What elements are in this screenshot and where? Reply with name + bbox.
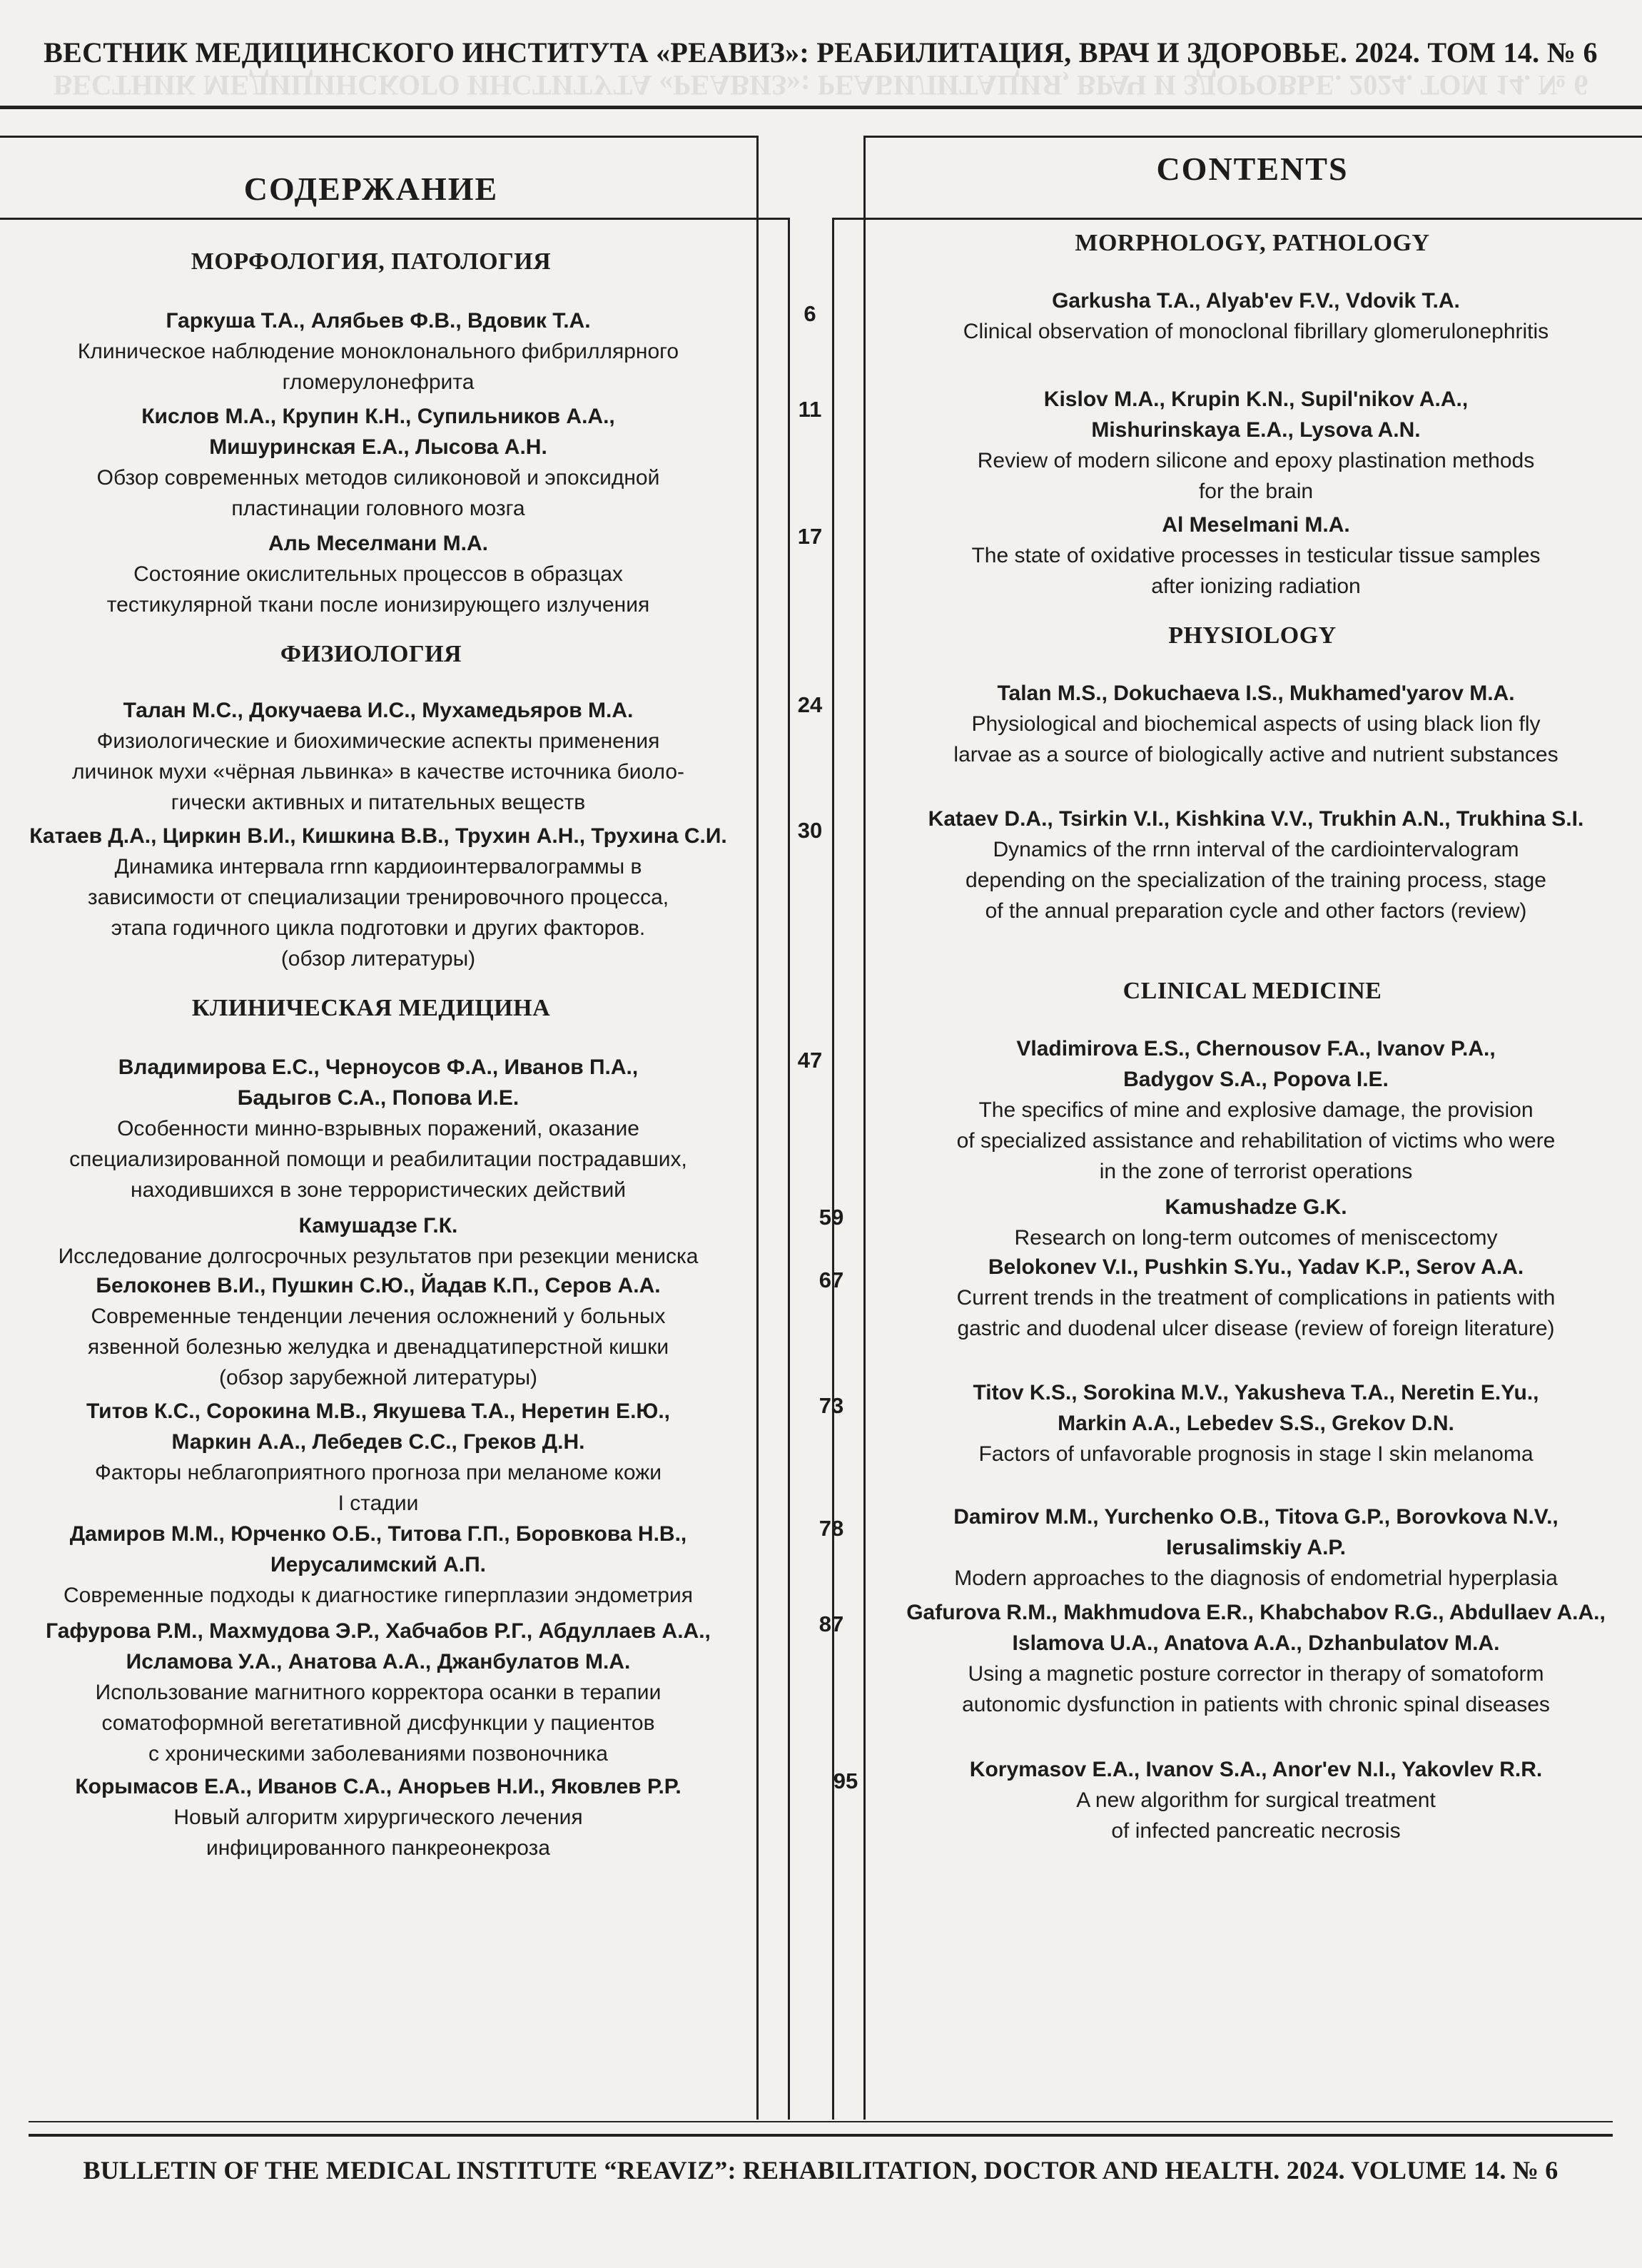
ru-entry-title: Исследование долгосрочных результатов при резекции мениска [58,1245,699,1268]
ru-entry-5[interactable] [7,821,749,974]
ru-entry-title: Клиническое наблюдение моноклонального фибриллярного [77,340,679,363]
ru-entry-1[interactable] [7,305,749,398]
ru-entry-title: личинок мухи «чёрная львинка» в качестве источника биоло- [71,760,684,784]
ru-entry-authors: Катаев Д.А., Циркин В.И., Кишкина В.В., Трухин А.Н., Трухина С.И. [29,824,727,848]
ru-entry-11[interactable] [7,1616,749,1769]
ru-entry-authors: Исламова У.А., Анатова А.А., Джанбулатов М.А. [126,1650,631,1674]
ru-entry-authors: Корымасов Е.А., Иванов С.А., Анорьев Н.И., Яковлев Р.Р. [75,1775,681,1798]
ru-entry-title: Современные тенденции лечения осложнений у больных [91,1305,666,1328]
en-entry-7[interactable] [874,1192,1638,1253]
ru-entry-title: специализированной помощи и реабилитации пострадавших, [69,1148,687,1171]
en-entry-authors: Mishurinskaya E.A., Lysova A.N. [1091,418,1421,442]
ru-section-morphology: МОРФОЛОГИЯ, ПАТОЛОГИЯ [191,248,552,275]
en-entry-authors: Korymasov E.A., Ivanov S.A., Anor'ev N.I., Yakovlev R.R. [969,1758,1543,1781]
en-entry-authors: Kamushadze G.K. [1165,1195,1347,1219]
ru-section-clinical: КЛИНИЧЕСКАЯ МЕДИЦИНА [191,995,551,1021]
page-number[interactable]: 47 [797,1048,823,1073]
en-entry-title: after ionizing radiation [1151,574,1361,598]
en-entry-title: gastric and duodenal ulcer disease (review of foreign literature) [957,1317,1555,1340]
header-rule [0,106,1642,109]
ru-entry-authors: Маркин А.А., Лебедев С.С., Греков Д.Н. [171,1430,585,1454]
ru-entry-8[interactable] [7,1270,749,1393]
en-entry-9[interactable] [874,1377,1638,1469]
ru-entry-7[interactable] [7,1210,749,1272]
page-number[interactable]: 24 [797,692,823,717]
en-entry-authors: Badygov S.A., Popova I.E. [1123,1068,1389,1091]
footer-rule-thin [29,2121,1613,2122]
en-title-rule [832,218,1642,220]
page-number[interactable]: 17 [797,524,823,549]
ru-entry-12[interactable] [7,1771,749,1863]
page-number[interactable]: 87 [819,1611,844,1636]
ru-entry-title: зависимости от специализации тренировочного процесса, [87,886,669,909]
en-entry-title: larvae as a source of biologically active and nutrient substances [953,743,1559,766]
en-entry-title: Review of modern silicone and epoxy plastination methods [977,449,1535,472]
ru-entry-authors: Талан М.С., Докучаева И.С., Мухамедьяров М.А. [123,699,634,722]
ru-entry-authors: Камушадзе Г.К. [298,1214,458,1237]
ru-entry-authors: Владимирова Е.С., Черноусов Ф.А., Иванов П.А., [118,1055,639,1079]
en-section-clinical: CLINICAL MEDICINE [1122,978,1382,1004]
ru-entry-title: находившихся в зоне террористических действий [131,1178,626,1202]
ru-entry-10[interactable] [7,1519,749,1611]
en-entry-5[interactable] [874,804,1638,926]
en-entry-authors: Kataev D.A., Tsirkin V.I., Kishkina V.V., Trukhin A.N., Trukhina S.I. [928,807,1584,831]
en-entry-2[interactable] [874,384,1638,507]
en-entry-authors: Gafurova R.M., Makhmudova E.R., Khabchabov R.G., Abdullaev A.A., [906,1601,1606,1624]
page-number[interactable]: 30 [797,818,823,843]
en-entry-title: autonomic dysfunction in patients with chronic spinal diseases [962,1693,1550,1716]
column-divider-right-outer [863,136,866,2120]
en-entry-8[interactable] [874,1252,1638,1344]
en-entry-title: Research on long-term outcomes of meniscectomy [1014,1226,1498,1250]
ru-entry-2[interactable] [7,401,749,524]
show-through-header: ВЕСТНИК МЕДИЦИНСКОГО ИНСТИТУТА «РЕАВИЗ»: РЕАБИЛИТАЦИЯ, ВРАЧ И ЗДОРОВЬЕ. 2024. ТОМ 14. № 6 [53,69,1588,101]
ru-entry-9[interactable] [7,1396,749,1519]
ru-entry-title: гломерулонефрита [282,370,475,394]
ru-entry-title: Современные подходы к диагностике гиперплазии эндометрия [64,1584,693,1607]
page-number[interactable]: 73 [819,1393,844,1418]
en-entry-authors: Markin A.A., Lebedev S.S., Grekov D.N. [1058,1412,1454,1435]
ru-entry-title: язвенной болезнью желудка и двенадцатиперстной кишки [87,1335,669,1359]
en-entry-title: The specifics of mine and explosive damage, the provision [978,1098,1534,1122]
ru-entry-authors: Иерусалимский А.П. [270,1553,486,1576]
header-rule-thin [0,136,756,138]
en-contents-title: CONTENTS [1156,151,1349,187]
en-section-morphology: MORPHOLOGY, PATHOLOGY [1075,230,1430,256]
en-section-physiology: PHYSIOLOGY [1168,622,1337,649]
ru-entry-title: инфицированного панкреонекроза [206,1836,550,1860]
en-entry-title: of infected pancreatic necrosis [1111,1819,1401,1843]
en-entry-title: of specialized assistance and rehabilitation of victims who were [956,1129,1556,1153]
ru-title-rule [0,218,790,220]
ru-entry-authors: Белоконев В.И., Пушкин С.Ю., Йадав К.П., Серов А.А. [96,1274,661,1297]
ru-entry-4[interactable] [7,695,749,818]
ru-entry-title: I стадии [338,1492,419,1515]
en-entry-title: Using a magnetic posture corrector in therapy of somatoform [968,1662,1544,1686]
ru-entry-title: пластинации головного мозга [231,497,525,520]
ru-section-physiology: ФИЗИОЛОГИЯ [280,641,462,667]
journal-footer: BULLETIN OF THE MEDICAL INSTITUTE “REAVIZ”: REHABILITATION, DOCTOR AND HEALTH. 2024. VOLUME 14. № 6 [83,2156,1559,2185]
ru-entry-title: Факторы неблагоприятного прогноза при меланоме кожи [94,1461,662,1484]
ru-entry-title: (обзор зарубежной литературы) [218,1366,538,1389]
en-entry-title: Physiological and biochemical aspects of using black lion fly [971,712,1541,736]
ru-entry-authors: Дамиров М.М., Юрченко О.Б., Титова Г.П., Боровкова Н.В., [69,1522,687,1546]
ru-entry-title: Состояние окислительных процессов в образцах [133,562,623,586]
page-number[interactable]: 67 [819,1267,844,1292]
ru-entry-title: тестикулярной ткани после ионизирующего излучения [106,593,650,617]
footer-rule [29,2134,1613,2137]
en-entry-title: depending on the specialization of the training process, stage [966,869,1546,892]
ru-entry-authors: Бадыгов С.А., Попова И.Е. [237,1086,520,1110]
ru-entry-title: гически активных и питательных веществ [171,791,586,814]
en-entry-title: for the brain [1198,480,1314,503]
en-entry-title: The state of oxidative processes in testicular tissue samples [971,544,1541,567]
en-entry-authors: Titov K.S., Sorokina M.V., Yakusheva T.A., Neretin E.Yu., [973,1381,1539,1404]
header-rule-thin-right [865,136,1642,138]
ru-entry-title: Динамика интервала rrnn кардиоинтервалограммы в [114,855,642,879]
en-entry-4[interactable] [874,678,1638,770]
en-entry-title: Modern approaches to the diagnosis of endometrial hyperplasia [954,1566,1558,1590]
en-entry-title: Factors of unfavorable prognosis in stage I skin melanoma [978,1442,1534,1466]
en-entry-authors: Islamova U.A., Anatova A.A., Dzhanbulatov M.A. [1012,1631,1500,1655]
en-entry-authors: Garkusha T.A., Alyab'ev F.V., Vdovik T.A. [1052,289,1460,313]
en-entry-1[interactable] [874,285,1638,347]
page-number[interactable]: 59 [819,1205,844,1230]
ru-entry-title: этапа годичного цикла подготовки и других факторов. [111,916,646,940]
en-entry-title: in the zone of terrorist operations [1099,1160,1413,1183]
en-entry-authors: Belokonev V.I., Pushkin S.Yu., Yadav K.P., Serov A.A. [988,1255,1524,1279]
ru-entry-6[interactable] [7,1052,749,1205]
en-entry-6[interactable] [874,1033,1638,1187]
en-entry-3[interactable] [874,510,1638,602]
journal-header: ВЕСТНИК МЕДИЦИНСКОГО ИНСТИТУТА «РЕАВИЗ»: РЕАБИЛИТАЦИЯ, ВРАЧ И ЗДОРОВЬЕ. 2024. ТОМ 14. № 6 [44,36,1598,69]
en-entry-authors: Damirov M.M., Yurchenko O.B., Titova G.P., Borovkova N.V., [953,1505,1559,1529]
ru-entry-title: Использование магнитного корректора осанки в терапии [95,1681,662,1704]
ru-entry-authors: Мишуринская Е.А., Лысова А.Н. [209,435,547,459]
ru-entry-authors: Аль Меселмани М.А. [268,532,488,555]
en-entry-authors: Talan M.S., Dokuchaeva I.S., Mukhamed'yarov M.A. [997,682,1515,705]
ru-entry-authors: Кислов М.А., Крупин К.Н., Супильников А.А., [141,405,615,428]
ru-entry-title: Физиологические и биохимические аспекты применения [96,729,660,753]
column-divider-right-inner [832,218,834,2120]
ru-entry-title: с хроническими заболеваниями позвоночника [148,1742,608,1766]
page-number[interactable]: 78 [819,1516,844,1541]
ru-contents-title: СОДЕРЖАНИЕ [243,171,499,207]
ru-entry-title: Особенности минно-взрывных поражений, оказание [117,1117,639,1140]
en-entry-title: Clinical observation of monoclonal fibrillary glomerulonephritis [963,320,1549,343]
ru-entry-authors: Титов К.С., Сорокина М.В., Якушева Т.А., Неретин Е.Ю., [86,1399,671,1423]
ru-entry-authors: Гафурова Р.М., Махмудова Э.Р., Хабчабов Р.Г., Абдуллаев А.А., [46,1619,711,1643]
en-entry-title: of the annual preparation cycle and other factors (review) [985,899,1527,923]
ru-entry-title: (обзор литературы) [280,947,476,971]
en-entry-title: Dynamics of the rrnn interval of the cardiointervalogram [993,838,1519,861]
page-number[interactable]: 95 [833,1768,858,1793]
en-entry-authors: Ierusalimskiy A.P. [1166,1536,1346,1559]
column-divider-left-inner [788,218,790,2120]
en-entry-title: Current trends in the treatment of complications in patients with [956,1286,1556,1310]
ru-entry-authors: Гаркуша Т.А., Алябьев Ф.В., Вдовик Т.А. [166,309,591,333]
ru-entry-title: Обзор современных методов силиконовой и эпоксидной [96,466,660,490]
en-entry-title: A new algorithm for surgical treatment [1076,1788,1436,1812]
en-entry-authors: Vladimirova E.S., Chernousov F.A., Ivanov P.A., [1016,1037,1496,1060]
ru-entry-title: соматоформной вегетативной дисфункции у пациентов [101,1711,655,1735]
en-entry-authors: Al Meselmani M.A. [1162,513,1350,537]
en-entry-10[interactable] [874,1502,1638,1594]
en-entry-12[interactable] [874,1754,1638,1846]
page-number[interactable]: 11 [798,397,822,422]
ru-entry-3[interactable] [7,528,749,620]
en-entry-11[interactable] [874,1597,1638,1720]
page-number[interactable]: 6 [804,301,816,326]
ru-entry-title: Новый алгоритм хирургического лечения [173,1806,583,1829]
column-divider-left-outer [756,136,759,2120]
en-entry-authors: Kislov M.A., Krupin K.N., Supil'nikov A.A., [1043,388,1469,411]
